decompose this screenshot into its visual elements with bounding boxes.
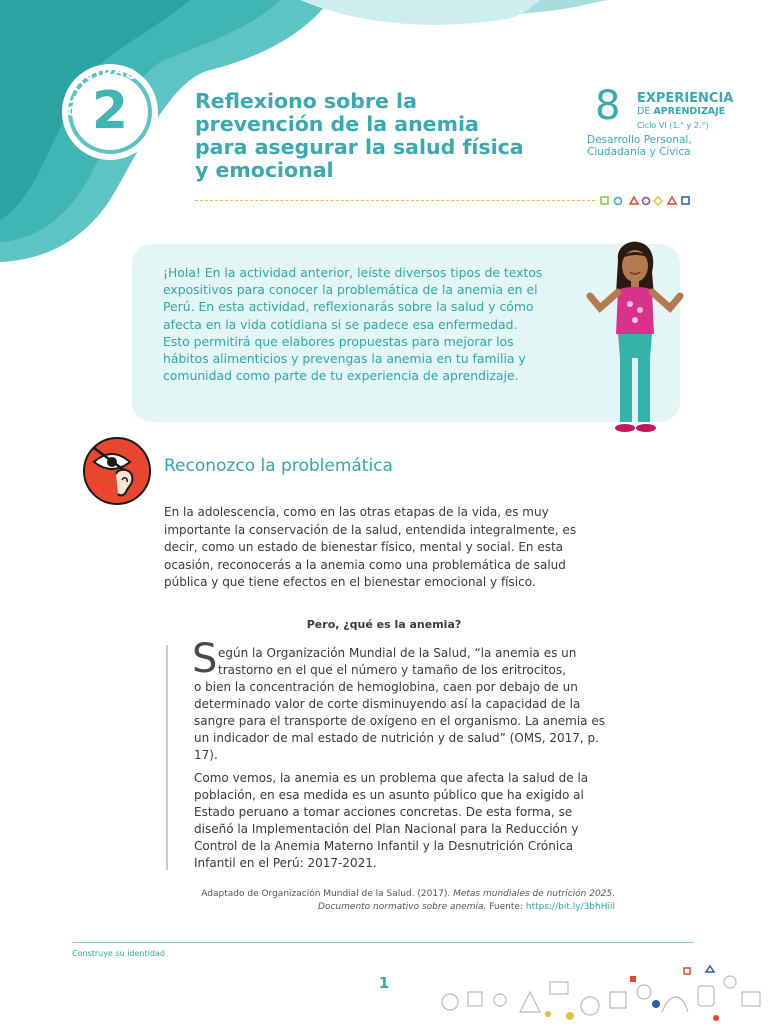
footer-divider <box>72 942 694 943</box>
experience-subheading <box>637 106 725 118</box>
experience-cycle: Ciclo VI (1.° y 2.°) <box>637 121 709 130</box>
section-paragraph: En la adolescencia, como en las otras etapas de la vida, es muy importante la conservación de la salud, entendida integralmente, es decir, como un estado de bienestar físico, mental y social. En esta ocasión, reconocerás a la anemia como una problemática de salud pública y que tiene efectos en el bienestar emocional y físico. <box>164 505 577 590</box>
activity-label-arc <box>50 52 170 172</box>
source-link[interactable]: https://bit.ly/3bhHiil <box>525 902 615 912</box>
source-fuente: Fuente: <box>489 902 523 912</box>
footer-text: Construye su identidad <box>72 949 165 958</box>
intro-text: ¡Hola! En la actividad anterior, leíste diversos tipos de textos expositivos para conocer la problemática de la anemia en el Perú. En esta actividad, reflexionarás sobre la salud y cómo afecta en la vida cotidiana si se padece esa enfermedad. Esto permitirá que elabores propuestas para mejorar los hábitos alimenticios y prevengas la anemia en tu familia y comunidad como parte de tu experiencia de aprendizaje. <box>163 265 543 384</box>
quote-first-lines: egún la Organización Mundial de la Salud, “la anemia es un trastorno en el que el número y tamaño de los eritrocitos, <box>218 646 577 677</box>
activity-label: ACTIVIDAD <box>60 63 141 117</box>
svg-text:ACTIVIDAD <box>61 63 140 116</box>
quote-dropcap: S <box>192 636 218 682</box>
experience-de: DE <box>637 106 651 117</box>
page-title <box>195 90 555 182</box>
quote-question: Pero, ¿qué es la anemia? <box>306 618 462 631</box>
quote-second-paragraph: Como vemos, la anemia es un problema que afecta la salud de la población, en esa medida es un asunto público que ha exigido al Estado peruano a tomar acciones concretas. De esta forma, se diseñó la Implementación del Plan Nacional para la Reducción y Control de la Anemia Materno Infantil y la Desnutrición Crónica Infantil en el Perú: 2017-2021. <box>194 771 589 870</box>
doodle-icons <box>430 962 768 1024</box>
source-prefix: Adaptado de Organización Mundial de la Salud. (2017). <box>201 889 451 899</box>
quote-rest: o bien la concentración de hemoglobina, caen por debajo de un determinado valor de corte disminuyendo así la capacidad de la sangre para el transporte de oxígeno en el organismo. La anemia es un indicador de mal estado de nutrición y de salud” (OMS, 2017, p. 17). <box>194 680 605 762</box>
experience-area: Desarrollo Personal, Ciudadanía y Cívica <box>587 134 692 158</box>
source-title: Metas mundiales de nutrición 2025. Documento normativo sobre anemia. <box>318 889 615 912</box>
experience-heading: EXPERIENCIA <box>637 91 734 106</box>
title-line-2: prevención de la anemia <box>195 112 479 136</box>
eye-ear-icon <box>82 436 152 506</box>
experience-number: 8 <box>595 83 621 129</box>
decorative-shapes <box>600 195 710 207</box>
activity-number: 2 <box>91 81 129 141</box>
experience-learning: APRENDIZAJE <box>653 106 726 117</box>
section-title: Reconozco la problemática <box>164 456 393 476</box>
title-line-4: y emocional <box>195 158 334 182</box>
title-divider <box>195 200 595 201</box>
source-citation <box>170 888 615 914</box>
page-number: 1 <box>378 974 390 992</box>
quote-bar <box>166 645 168 870</box>
title-line-3: para asegurar la salud física <box>195 135 524 159</box>
activity-badge <box>50 52 170 172</box>
title-line-1: Reflexiono sobre la <box>195 89 417 113</box>
girl-illustration <box>580 238 690 438</box>
